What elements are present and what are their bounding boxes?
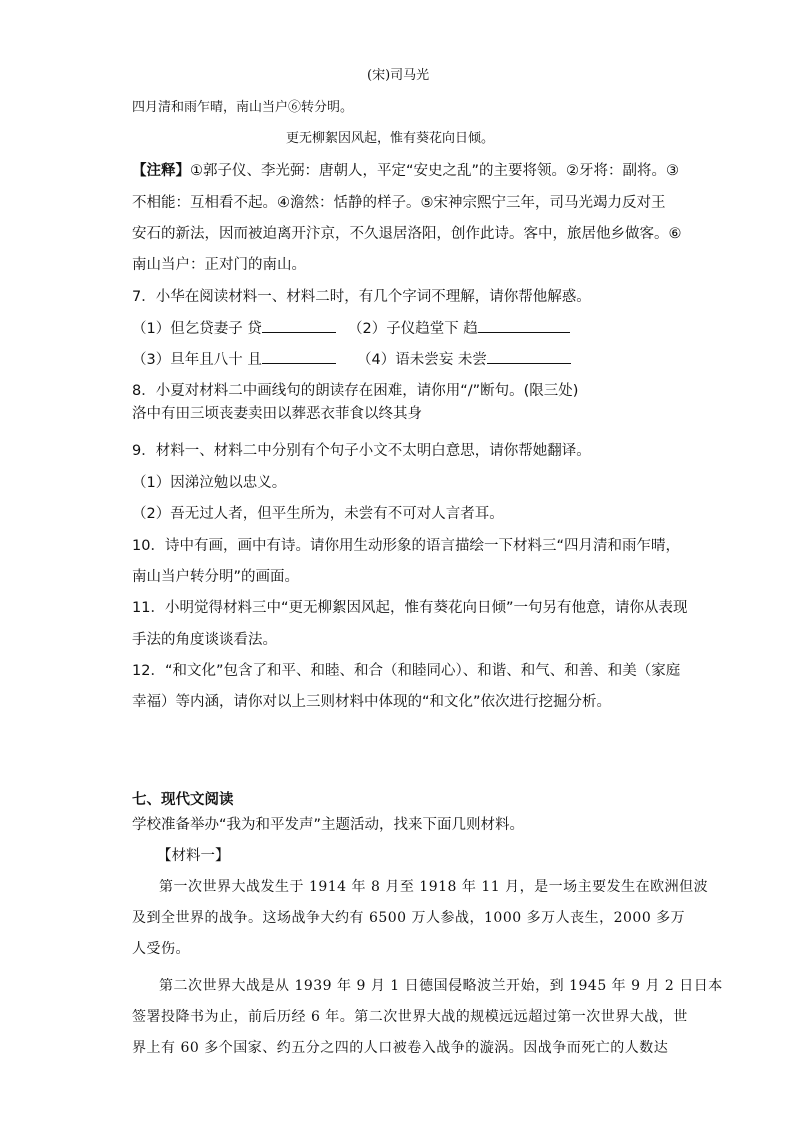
question-8: 8．小夏对材料二中画线句的朗读存在困难，请你用“/”断句。(限三处) [132, 383, 579, 399]
question-7-item-3-text: （3）旦年且八十 且 [132, 352, 262, 368]
question-8-sentence: 洛中有田三顷丧妻卖田以葬恶衣菲食以终其身 [132, 406, 422, 422]
section-heading: 七、现代文阅读 [132, 792, 234, 808]
question-7-item-1 [132, 318, 336, 339]
question-7-item-1-text: （1）但乞贷妻子 贷 [132, 321, 262, 337]
question-11-line-2: 手法的角度谈谈看法。 [132, 632, 277, 648]
notes-text-1: ①郭子仪、李光弼：唐朝人，平定“安史之乱”的主要将领。②牙将：副将。③ [190, 163, 680, 179]
answer-blank[interactable] [262, 349, 336, 364]
question-9-item-1: （1）因涕泣勉以忠义。 [132, 475, 287, 491]
material-paragraph-2-line-1: 第二次世界大战是从 1939 年 9 月 1 日德国侵略波兰开始，到 1945 年 9 月 2 日日本 [159, 978, 723, 994]
material-label: 【材料一】 [157, 848, 230, 864]
question-11-line-1: 11．小明觉得材料三中“更无柳絮因风起，惟有葵花向日倾”一句另有他意，请你从表现 [132, 600, 688, 616]
question-7-item-2 [348, 318, 570, 339]
material-paragraph-1-line-2: 及到全世界的战争。这场战争大约有 6500 万人参战，1000 多万人丧生，2000 多万 [132, 910, 686, 926]
notes-label: 【注释】 [132, 163, 190, 179]
question-10-line-1: 10．诗中有画，画中有诗。请你用生动形象的语言描绘一下材料三“四月清和雨乍晴， [132, 538, 680, 554]
notes-line-2: 不相能：互相看不起。④澹然：恬静的样子。⑤宋神宗熙宁三年，司马光竭力反对王 [132, 195, 666, 211]
poem-author: (宋)司马光 [367, 68, 430, 83]
notes-line-3: 安石的新法，因而被迫离开汴京，不久退居洛阳，创作此诗。客中，旅居他乡做客。⑥ [132, 226, 682, 242]
question-7-item-3 [132, 349, 336, 370]
question-12-line-2: 幸福）等内涵，请你对以上三则材料中体现的“和文化”依次进行挖掘分析。 [132, 694, 612, 710]
answer-blank[interactable] [478, 318, 570, 333]
question-7-item-4-text: （4）语未尝妄 未尝 [357, 352, 487, 368]
material-paragraph-1-line-1: 第一次世界大战发生于 1914 年 8 月至 1918 年 11 月，是一场主要发生在欧洲但波 [159, 879, 709, 895]
notes-line-1 [132, 161, 679, 181]
answer-blank[interactable] [262, 318, 336, 333]
poem-line-1: 四月清和雨乍晴，南山当户⑥转分明。 [132, 100, 354, 115]
question-9-item-2: （2）吾无过人者，但平生所为，未尝有不可对人言者耳。 [132, 506, 504, 522]
question-12-line-1: 12．“和文化”包含了和平、和睦、和合（和睦同心）、和谐、和气、和善、和美（家庭 [132, 663, 681, 679]
material-paragraph-2-line-2: 签署投降书为止，前后历经 6 年。第二次世界大战的规模远远超过第一次世界大战，世 [132, 1009, 688, 1025]
answer-blank[interactable] [487, 349, 571, 364]
material-paragraph-2-line-3: 界上有 60 多个国家、约五分之四的人口被卷入战争的漩涡。因战争而死亡的人数达 [132, 1040, 669, 1056]
question-10-line-2: 南山当户转分明”的画面。 [132, 569, 300, 585]
question-7: 7．小华在阅读材料一、材料二时，有几个字词不理解，请你帮他解惑。 [132, 289, 591, 305]
question-9: 9．材料一、材料二中分别有个句子小文不太明白意思，请你帮她翻译。 [132, 443, 591, 459]
poem-line-2: 更无柳絮因风起，惟有葵花向日倾。 [286, 131, 495, 146]
question-7-item-4 [357, 349, 571, 370]
material-paragraph-1-line-3: 人受伤。 [132, 941, 190, 957]
question-7-item-2-text: （2）子仪趋堂下 趋 [348, 321, 478, 337]
section-intro: 学校准备举办“我为和平发声”主题活动，找来下面几则材料。 [132, 817, 525, 833]
notes-line-4: 南山当户：正对门的南山。 [132, 257, 306, 273]
